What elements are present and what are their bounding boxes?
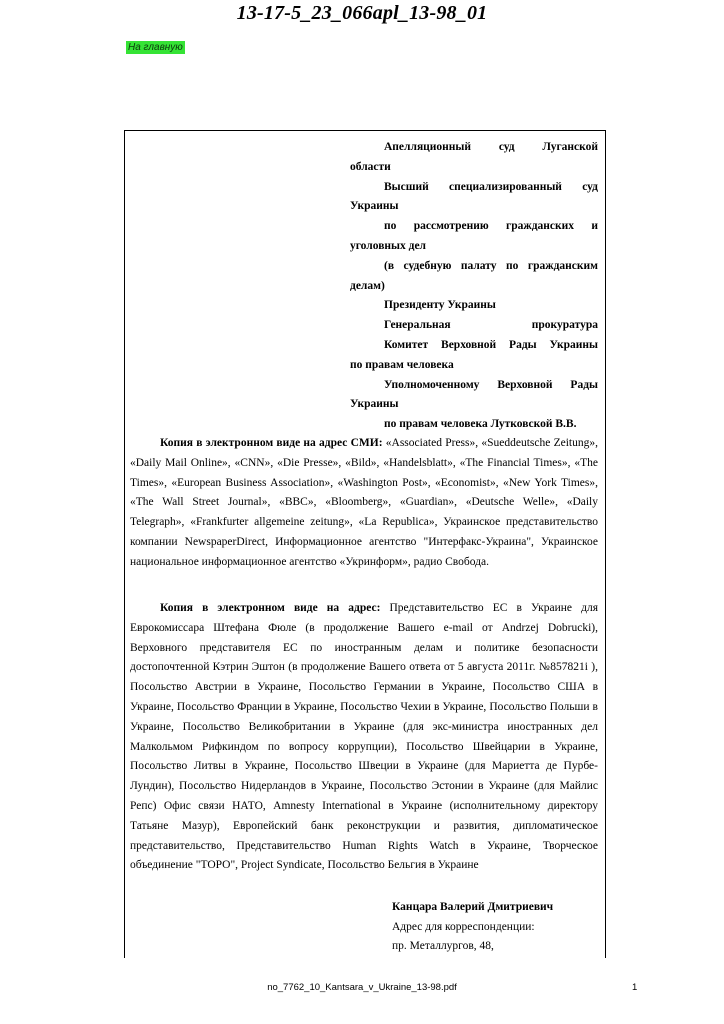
addressee-line: Высший специализированный суд [384,180,598,193]
copy-media-paragraph [130,434,598,573]
copy-media-label: Копия в электронном виде на адрес СМИ: [160,437,383,449]
addressee-line: Президенту Украины [384,299,496,312]
correspondence-street: пр. Металлургов, 48, [392,940,494,952]
addressee-line: Украины [350,200,399,213]
addressee-line: делам) [350,279,385,292]
correspondence-address-label: Адрес для корреспонденции: [392,921,535,933]
addressee-line: уголовных дел [350,239,427,252]
copy-embassies-list: Представительство ЕС в Украине для Еврокомиссара Штефана Фюле (в продолжение Вашего e-mail от Andrzej Dobrucki), Верховного представителя ЕС по иностранным делам и политике безопасности достопочтенной Кэтрин Эштон (в продолжение Вашего ответа от 5 августа 2011г. №857821i ), Посольство Австрии в Украине, Посольство Германии в Украине, Посольство США в Украине, Посольство Франции в Украине, Посольство Чехии в Украине, Посольство Польши в Украине, Посольство Великобритании в Украине (для экс-министра иностранных дел Малкольмом Рифкиндом по вопросу коррупции), Посольство Швейцарии в Украине, Посольство Литвы в Украине, Посольство Швеции в Украине (для Мариетта де Пурбе-Лундин), Посольство Нидерландов в Украине, Посольство Эстонии в Украине (для Майлис Репс) Офис связи НАТО, Amnesty International в Украине (исполнительному директору Татьяне Мазур), Европейский банк реконструкции и развития, дипломатическое представительство, Представительство Human Rights Watch в Украине, Творческое объединение "ТОРО", Project Syndicate, Посольство Бельгия в Украине [130,602,598,872]
addressee-line: по рассмотрению гражданских и [384,220,598,233]
addressee-line: Украины [350,398,399,411]
footer-page-number: 1 [632,982,638,993]
addressee-line: (в судебную палату по гражданским [384,259,598,272]
sender-name: Канцара Валерий Дмитриевич [392,901,554,913]
addressee-line: Апелляционный суд Луганской [384,141,598,153]
addressee-line: по правам человека Лутковской В.В. [384,418,577,431]
addressee-line: Генеральная прокуратура [384,319,598,332]
copy-embassies-label: Копия в электронном виде на адрес: [160,602,381,614]
addressee-line: Комитет Верховной Рады Украины [384,338,598,351]
copy-media-list: «Associated Press», «Sueddeutsche Zeitung», «Daily Mail Online», «CNN», «Die Presse», «Bild», «Handelsblatt», «The Financial Times», «The Times», «European Business Association», «Washington Post», «Economist», «New York Times», «The Wall Street Journal», «BBC», «Bloomberg», «Guardian», «Deutsche Welle», «Daily Telegraph», «Frankfurter allgemeine zeitung», «La Republica», Украинское представительство компании NewspaperDirect, Информационное агентство "Интерфакс-Украина", Украинское национальное информационное агентство «Укринформ», радио Свобода. [130,437,598,568]
addressee-line: Уполномоченному Верховной Рады [384,378,598,391]
addressee-line: области [350,160,391,173]
document-id-title: 13-17-5_23_066apl_13-98_01 [236,2,488,24]
footer-filename: no_7762_10_Kantsara_v_Ukraine_13-98.pdf [267,982,457,993]
home-link[interactable]: На главную [128,42,183,53]
addressee-line: по правам человека [350,358,454,371]
addressee-block [350,138,598,435]
copy-embassies-paragraph [130,599,598,876]
